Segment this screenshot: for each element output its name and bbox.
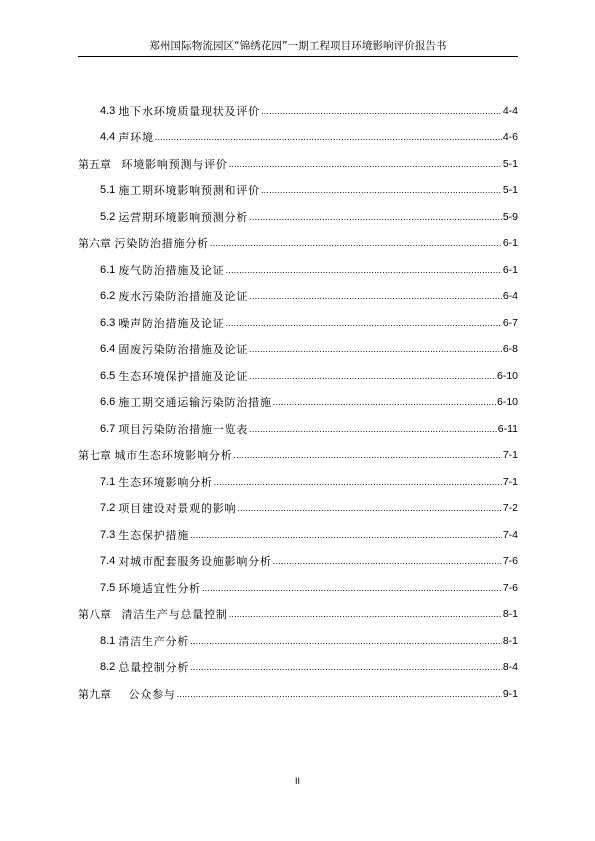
toc-entry-number: 6.1 <box>100 263 119 276</box>
toc-entry-number: 第五章 <box>78 157 122 171</box>
toc-entry-page: 6-10 <box>496 396 518 408</box>
toc-entry-title: 污染防治措施分析 <box>114 237 209 250</box>
toc-entry-number: 7.4 <box>100 555 119 567</box>
dot-leader <box>249 370 496 383</box>
toc-section-entry[interactable] <box>78 197 518 224</box>
dot-leader <box>190 529 502 542</box>
toc-entry-number: 6.2 <box>100 290 119 302</box>
running-header: 郑州国际物流园区“锦绣花园”一期工程项目环境影响评价报告书 <box>149 40 447 52</box>
toc-section-entry[interactable] <box>78 489 518 516</box>
toc-entry-title: 环境适宜性分析 <box>118 581 201 595</box>
toc-chapter-entry[interactable] <box>78 595 518 622</box>
toc-section-entry[interactable] <box>78 383 518 410</box>
toc-entry-page: 6-4 <box>502 290 518 302</box>
toc-entry-page: 6-7 <box>502 316 518 329</box>
toc-entry-number: 5.2 <box>100 210 119 223</box>
toc-section-entry[interactable] <box>78 621 518 648</box>
toc-entry-page: 7-4 <box>502 528 518 541</box>
dot-leader <box>229 158 502 171</box>
toc-entry-title: 生态环境影响分析 <box>118 475 213 489</box>
toc-section-entry[interactable] <box>78 356 518 383</box>
toc-entry-number: 5.1 <box>100 184 119 196</box>
toc-entry-page: 7-6 <box>502 555 518 567</box>
toc-entry-title: 施工期环境影响预测和评价 <box>118 184 260 197</box>
dot-leader <box>249 423 497 436</box>
toc-entry-number: 第六章 <box>78 237 115 250</box>
toc-chapter-entry[interactable] <box>78 674 518 701</box>
toc-section-entry[interactable] <box>78 568 518 595</box>
toc-entry-title: 运营期环境影响预测分析 <box>118 210 249 224</box>
toc-entry-title: 环境影响预测与评价 <box>121 157 228 171</box>
toc-entry-page: 5-9 <box>502 210 518 223</box>
toc-entry-page: 7-1 <box>502 475 518 488</box>
dot-leader <box>190 661 502 674</box>
toc-entry-page: 8-1 <box>502 634 518 647</box>
toc-section-entry[interactable] <box>78 542 518 569</box>
toc-chapter-entry[interactable] <box>78 224 518 251</box>
dot-leader <box>249 211 502 224</box>
toc-entry-title: 总量控制分析 <box>118 661 190 674</box>
dot-leader <box>273 396 496 409</box>
toc-entry-title: 城市生态环境影响分析 <box>114 449 233 462</box>
toc-entry-page: 6-11 <box>497 422 518 435</box>
toc-entry-title: 项目建设对景观的影响 <box>118 502 237 515</box>
dot-leader <box>214 476 502 489</box>
dot-leader <box>237 502 501 515</box>
dot-leader <box>202 582 502 595</box>
toc-entry-number: 8.1 <box>100 634 119 647</box>
dot-leader <box>261 184 502 197</box>
toc-entry-title: 声环境 <box>118 131 154 144</box>
toc-section-entry[interactable] <box>78 303 518 330</box>
toc-section-entry[interactable] <box>78 515 518 542</box>
toc-entry-number: 7.3 <box>100 528 119 541</box>
dot-leader <box>261 105 502 118</box>
toc-entry-title: 废气防治措施及论证 <box>118 263 225 277</box>
toc-section-entry[interactable] <box>78 171 518 198</box>
dot-leader <box>229 608 502 621</box>
toc-section-entry[interactable] <box>78 462 518 489</box>
toc-entry-title: 公众参与 <box>128 687 176 701</box>
toc-entry-title: 清洁生产分析 <box>118 634 190 648</box>
toc-entry-number: 7.5 <box>100 581 119 594</box>
toc-entry-page: 6-1 <box>502 237 518 249</box>
toc-entry-page: 4-6 <box>502 131 518 143</box>
page-number: II <box>294 776 300 786</box>
toc-entry-page: 8-1 <box>502 608 518 620</box>
toc-section-entry[interactable] <box>78 91 518 118</box>
toc-entry-number: 第八章 <box>78 608 122 621</box>
toc-entry-number: 6.5 <box>100 369 119 382</box>
toc-entry-number: 第九章 <box>78 687 129 701</box>
toc-section-entry[interactable] <box>78 118 518 145</box>
dot-leader <box>226 264 502 277</box>
toc-entry-title: 项目污染防治措施一览表 <box>118 422 249 436</box>
dot-leader <box>210 237 502 250</box>
table-of-contents <box>78 91 518 701</box>
toc-entry-title: 噪声防治措施及论证 <box>118 316 225 330</box>
toc-entry-number: 7.1 <box>100 475 119 488</box>
toc-entry-number: 第七章 <box>78 449 115 462</box>
toc-entry-page: 4-4 <box>502 104 518 117</box>
toc-section-entry[interactable] <box>78 330 518 357</box>
toc-entry-page: 8-4 <box>502 661 518 673</box>
toc-entry-title: 地下水环境质量现状及评价 <box>118 104 260 118</box>
toc-entry-number: 4.4 <box>100 131 119 143</box>
dot-leader <box>273 555 502 568</box>
toc-section-entry[interactable] <box>78 648 518 675</box>
toc-chapter-entry[interactable] <box>78 144 518 171</box>
toc-entry-page: 7-6 <box>502 581 518 594</box>
toc-entry-number: 8.2 <box>100 661 119 673</box>
toc-entry-page: 9-1 <box>502 687 518 700</box>
dot-leader <box>226 317 502 330</box>
toc-entry-page: 5-1 <box>502 157 518 170</box>
dot-leader <box>155 131 502 144</box>
toc-entry-number: 6.6 <box>100 396 119 408</box>
toc-entry-page: 6-8 <box>502 343 518 355</box>
toc-entry-title: 施工期交通运输污染防治措施 <box>118 396 272 409</box>
toc-section-entry[interactable] <box>78 409 518 436</box>
toc-entry-title: 对城市配套服务设施影响分析 <box>118 555 272 568</box>
toc-entry-page: 5-1 <box>502 184 518 196</box>
toc-entry-number: 6.3 <box>100 316 119 329</box>
toc-section-entry[interactable] <box>78 250 518 277</box>
toc-section-entry[interactable] <box>78 277 518 304</box>
toc-entry-page: 6-1 <box>502 263 518 276</box>
toc-entry-title: 清洁生产与总量控制 <box>121 608 228 621</box>
dot-leader <box>249 343 502 356</box>
toc-entry-number: 4.3 <box>100 104 119 117</box>
dot-leader <box>190 635 502 648</box>
toc-entry-page: 6-10 <box>496 369 518 382</box>
toc-chapter-entry[interactable] <box>78 436 518 463</box>
toc-entry-page: 7-2 <box>502 502 518 514</box>
toc-entry-page: 7-1 <box>502 449 518 461</box>
dot-leader <box>249 290 502 303</box>
header-rule <box>78 56 518 57</box>
dot-leader <box>177 688 502 701</box>
toc-entry-title: 废水污染防治措施及论证 <box>118 290 249 303</box>
toc-entry-number: 6.4 <box>100 343 119 355</box>
toc-entry-title: 生态环境保护措施及论证 <box>118 369 249 383</box>
toc-entry-title: 固废污染防治措施及论证 <box>118 343 249 356</box>
toc-entry-number: 7.2 <box>100 502 119 514</box>
toc-entry-number: 6.7 <box>100 422 119 435</box>
dot-leader <box>234 449 502 462</box>
toc-entry-title: 生态保护措施 <box>118 528 190 542</box>
